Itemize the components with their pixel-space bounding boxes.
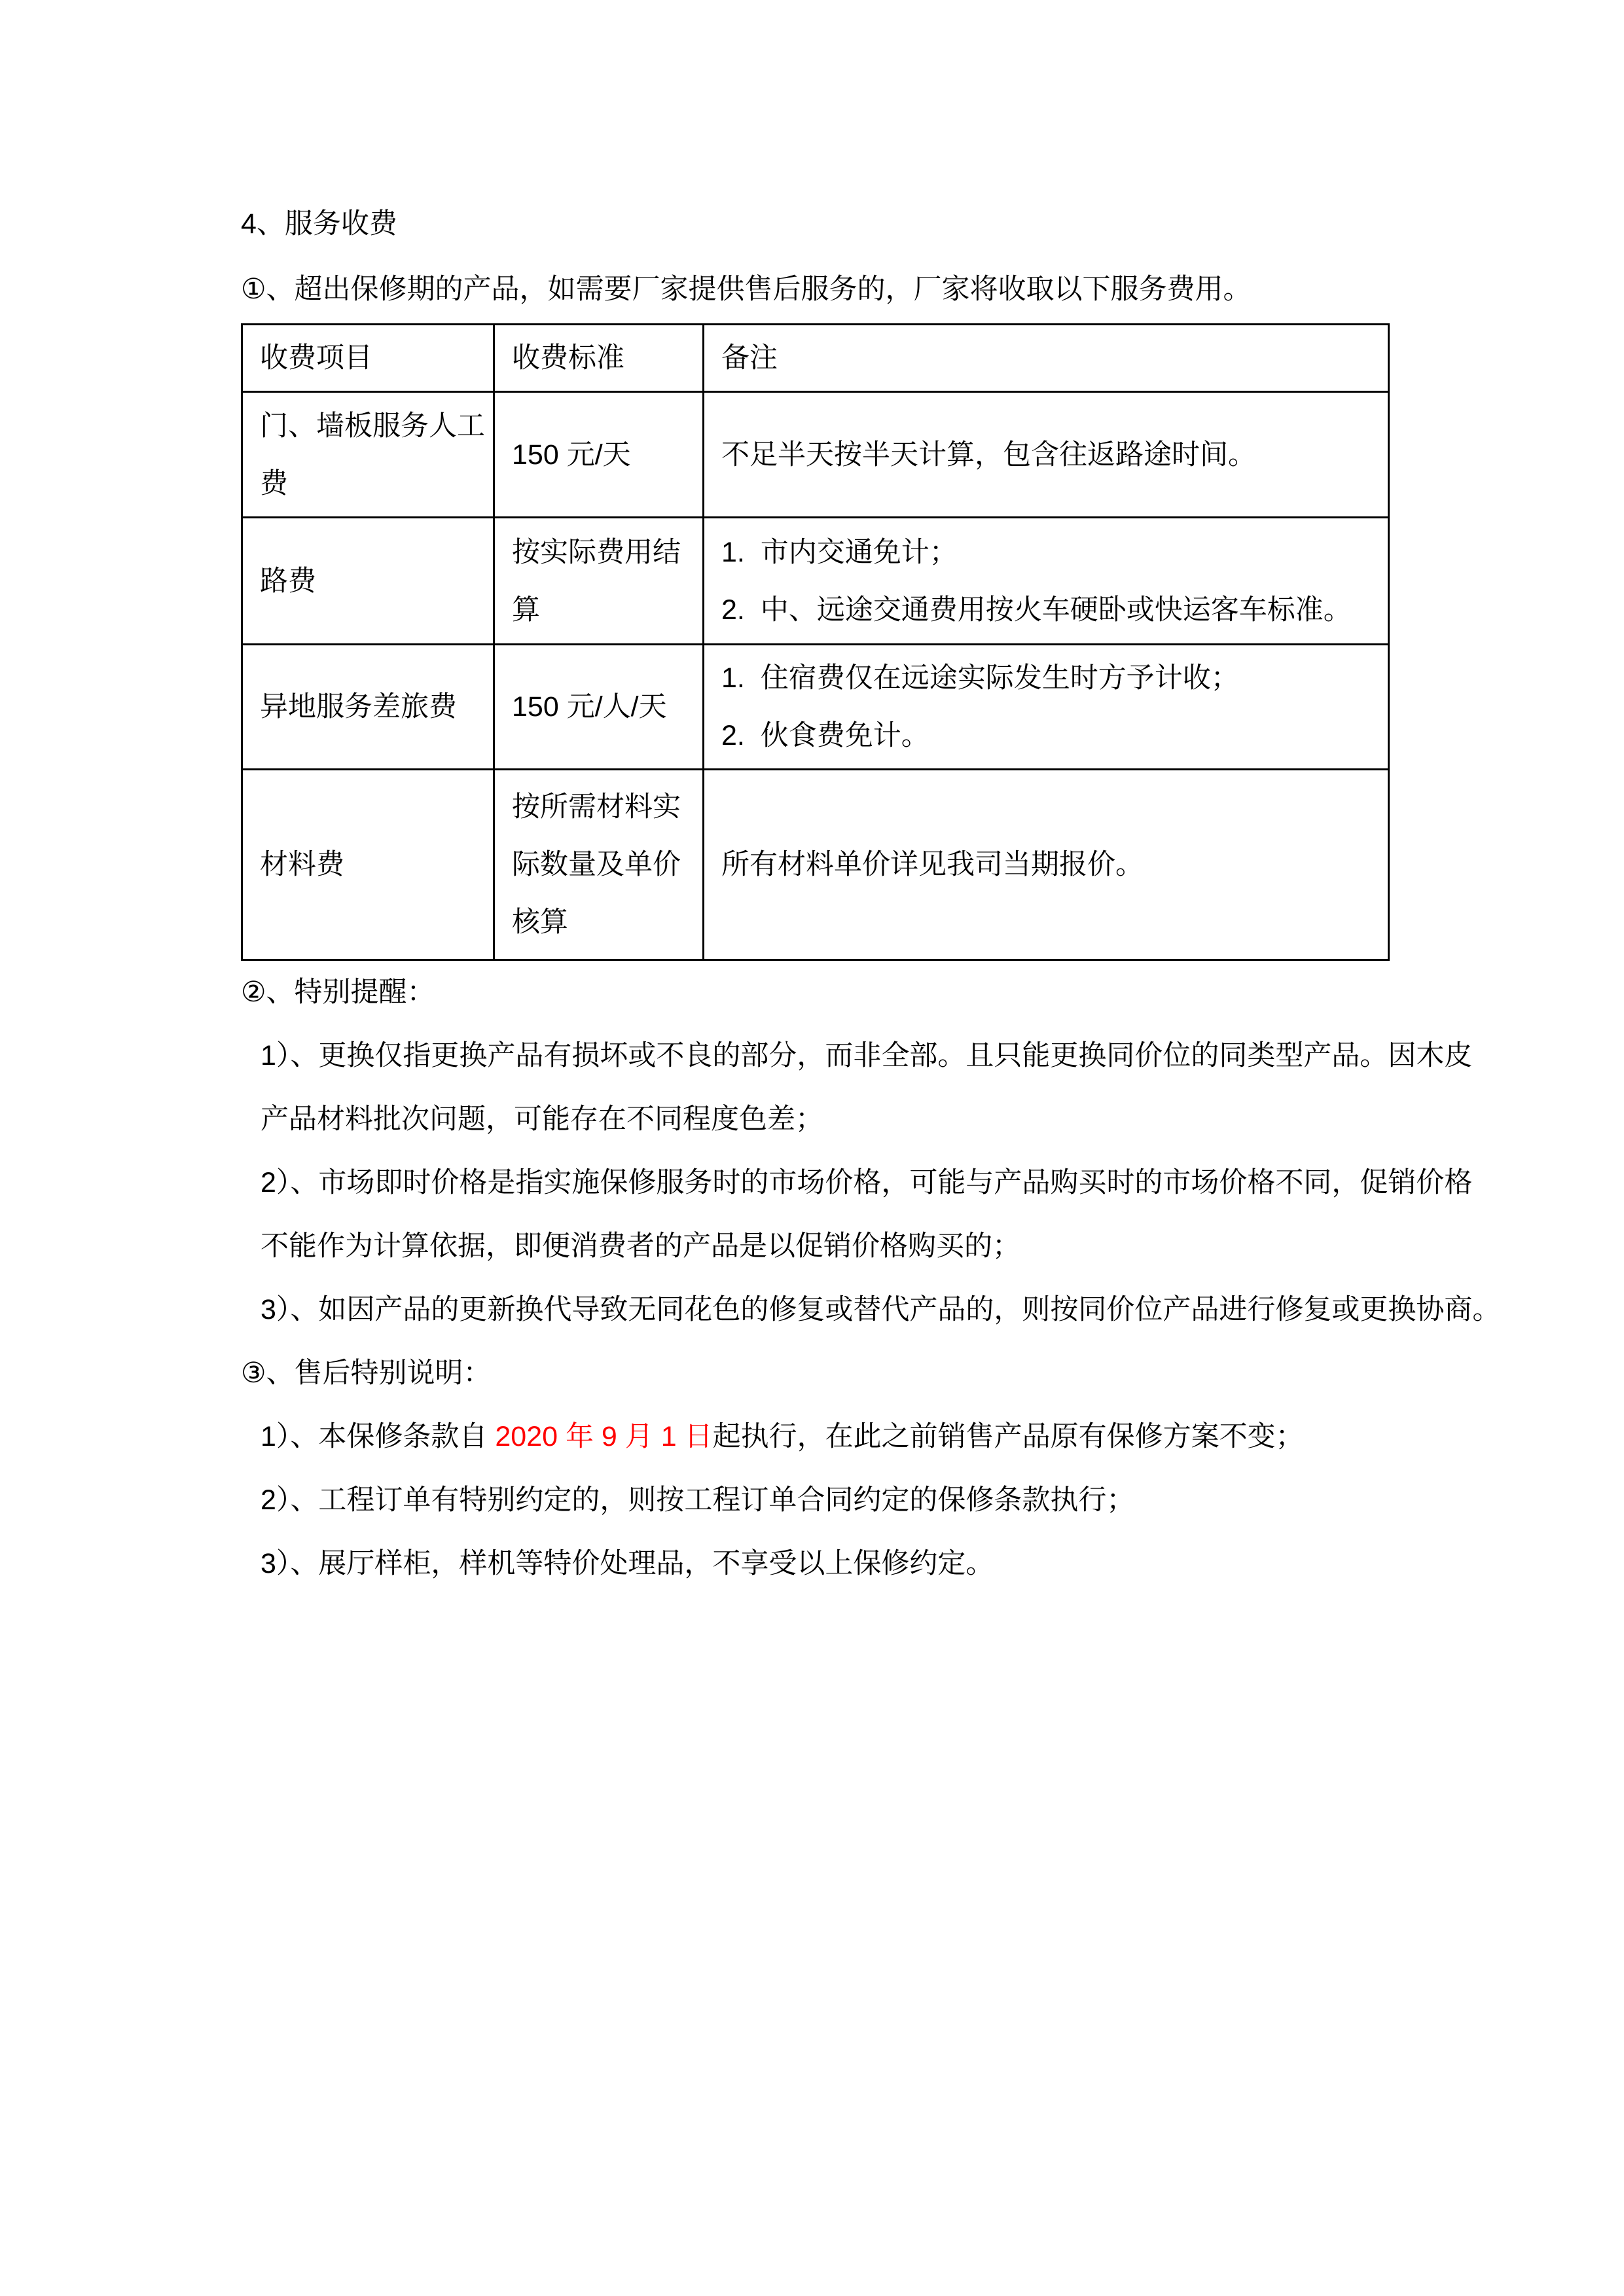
cell-remark-labor-fee: 不足半天按半天计算，包含往返路途时间。 [704, 392, 1389, 518]
cell-standard-material-fee: 按所需材料实 际数量及单价 核算 [494, 770, 704, 960]
section-title: 4、服务收费 [241, 208, 397, 240]
header-cell-standard: 收费标准 [494, 325, 704, 392]
table-row [242, 770, 1389, 960]
document-body [241, 191, 1504, 1596]
cell-standard-labor-fee: 150 元/天 [494, 392, 704, 518]
header-cell-remark: 备注 [704, 325, 1389, 392]
cell-standard-travel-fee: 150 元/人/天 [494, 645, 704, 770]
warranty-effective-suffix: 起执行，在此之前销售产品原有保修方案不变； [712, 1421, 1304, 1452]
cell-item-labor-fee: 门、墙板服务人工 费 [242, 392, 494, 518]
cell-standard-road-fee: 按实际费用结 算 [494, 518, 704, 645]
table-row [242, 518, 1389, 645]
aftersale-notes-heading: ③、售后特别说明： [241, 1357, 492, 1389]
header-cell-item: 收费项目 [242, 325, 494, 392]
special-note-item: 1）、更换仅指更换产品有损坏或不良的部分，而非全部。且只能更换同价位的同类型产品。因木皮 [261, 1040, 1473, 1071]
warranty-effective-prefix: 1）、本保修条款自 [261, 1421, 496, 1452]
aftersale-note-item: 3）、展厅样柜，样机等特价处理品，不享受以上保修约定。 [261, 1548, 994, 1579]
fee-table [241, 323, 1390, 961]
intro-paragraph: ①、超出保修期的产品，如需要厂家提供售后服务的，厂家将收取以下服务费用。 [241, 274, 1252, 305]
aftersale-note-item: 2）、工程订单有特别约定的，则按工程订单合同约定的保修条款执行； [261, 1484, 1135, 1516]
special-note-item-continuation: 产品材料批次问题，可能存在不同程度色差； [261, 1103, 823, 1135]
special-notes-heading: ②、特别提醒： [241, 977, 435, 1008]
cell-item-travel-fee: 异地服务差旅费 [242, 645, 494, 770]
table-row [242, 392, 1389, 518]
special-note-item: 2）、市场即时价格是指实施保修服务时的市场价格，可能与产品购买时的市场价格不同，促销价格 [261, 1167, 1473, 1198]
fee-table-header-row [242, 325, 1389, 392]
aftersale-note-item [241, 1405, 1504, 1469]
special-note-item: 3）、如因产品的更新换代导致无同花色的修复或替代产品的，则按同价位产品进行修复或更换协商。 [261, 1294, 1501, 1325]
special-note-item-continuation: 不能作为计算依据，即便消费者的产品是以促销价格购买的； [261, 1230, 1020, 1262]
cell-remark-travel-fee: 1. 住宿费仅在远途实际发生时方予计收； 2. 伙食费免计。 [704, 645, 1389, 770]
cell-remark-material-fee: 所有材料单价详见我司当期报价。 [704, 770, 1389, 960]
cell-item-material-fee: 材料费 [242, 770, 494, 960]
cell-item-road-fee: 路费 [242, 518, 494, 645]
warranty-effective-date: 2020 年 9 月 1 日 [495, 1421, 713, 1452]
table-row [242, 645, 1389, 770]
cell-remark-road-fee: 1. 市内交通免计； 2. 中、远途交通费用按火车硬卧或快运客车标准。 [704, 518, 1389, 645]
